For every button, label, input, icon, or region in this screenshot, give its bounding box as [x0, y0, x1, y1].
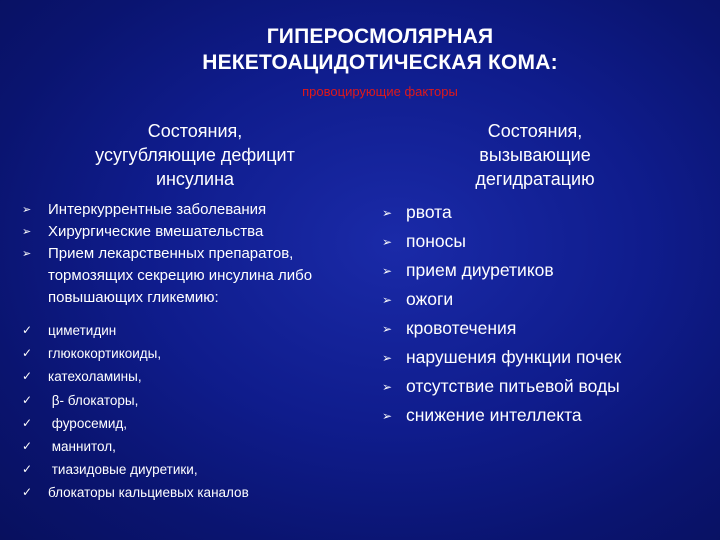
left-arrow-list: [20, 199, 350, 309]
list-item-text: нарушения функции почек: [406, 347, 622, 367]
list-item-text: катехоламины,: [48, 369, 142, 385]
arrow-bullet-icon: ➢: [382, 293, 393, 307]
right-heading-line-1: Состояния,: [487, 121, 583, 141]
list-item: [20, 221, 350, 243]
check-bullet-icon: ✓: [22, 369, 33, 384]
list-item-text: рвота: [406, 202, 452, 222]
list-item-text: β- блокаторы,: [48, 392, 139, 408]
list-item-text: фуросемид,: [48, 415, 128, 431]
slide-title: [150, 24, 610, 76]
arrow-bullet-icon: ➢: [382, 380, 393, 394]
list-item-text: отсутствие питьевой воды: [406, 376, 620, 396]
arrow-bullet-icon: ➢: [382, 351, 393, 365]
list-item-text: маннитол,: [48, 439, 116, 455]
list-item: [20, 412, 350, 435]
list-item-text: Интеркуррентные заболевания: [48, 201, 267, 218]
arrow-bullet-icon: ➢: [382, 206, 393, 220]
list-item-text: Хирургические вмешательства: [48, 223, 264, 240]
list-item-text: тиазидовые диуретики,: [48, 462, 198, 478]
list-item: [382, 285, 702, 314]
check-bullet-icon: ✓: [22, 323, 33, 337]
list-item-text: ожоги: [406, 289, 454, 309]
check-bullet-icon: ✓: [22, 415, 33, 430]
right-column-heading: [420, 119, 650, 191]
list-item: [20, 319, 350, 342]
title-line-1: ГИПЕРОСМОЛЯРНАЯ: [266, 25, 494, 48]
title-line-2: НЕКЕТОАЦИДОТИЧЕСКАЯ КОМА:: [202, 51, 558, 74]
left-check-list: [20, 319, 350, 505]
list-item: [382, 256, 702, 285]
list-item: [382, 343, 702, 372]
check-bullet-icon: ✓: [22, 439, 33, 454]
list-item: [382, 227, 702, 256]
list-item-text: снижение интеллекта: [406, 405, 582, 425]
list-item: [382, 198, 702, 227]
right-heading-line-3: дегидратацию: [475, 169, 595, 189]
list-item: [20, 481, 350, 504]
arrow-bullet-icon: ➢: [382, 264, 393, 278]
list-item: [382, 314, 702, 343]
list-item: [382, 372, 702, 401]
list-item-text: поносы: [406, 231, 466, 251]
check-bullet-icon: ✓: [22, 392, 33, 407]
check-bullet-icon: ✓: [22, 485, 33, 500]
right-arrow-list: [382, 198, 702, 430]
list-item: [20, 199, 350, 221]
list-item: [382, 401, 702, 430]
list-item-text: циметидин: [48, 323, 117, 338]
list-item-text: глюкокортикоиды,: [48, 346, 162, 362]
check-bullet-icon: ✓: [22, 462, 33, 477]
arrow-bullet-icon: ➢: [22, 204, 32, 216]
slide-subtitle: провоцирующие факторы: [302, 84, 458, 99]
arrow-bullet-icon: ➢: [22, 248, 32, 260]
list-item: [20, 365, 350, 388]
left-heading-line-1: Состояния,: [147, 121, 243, 141]
left-heading-line-3: инсулина: [155, 169, 235, 189]
arrow-bullet-icon: ➢: [22, 226, 32, 238]
right-heading-line-2: вызывающие: [479, 145, 591, 165]
left-column-heading: [60, 119, 330, 191]
check-bullet-icon: ✓: [22, 346, 33, 361]
list-item-text: Прием лекарственных препаратов, тормозящих секрецию инсулина либо повышающих гликемию:: [48, 245, 313, 306]
list-item-text: кровотечения: [406, 318, 517, 338]
arrow-bullet-icon: ➢: [382, 235, 393, 249]
list-item: [20, 243, 350, 309]
arrow-bullet-icon: ➢: [382, 409, 393, 423]
list-item: [20, 435, 350, 458]
list-item: [20, 458, 350, 481]
list-item-text: блокаторы кальциевых каналов: [48, 485, 249, 501]
list-item: [20, 389, 350, 412]
arrow-bullet-icon: ➢: [382, 322, 393, 336]
left-heading-line-2: усугубляющие дефицит: [95, 145, 295, 165]
list-item-text: прием диуретиков: [406, 260, 554, 280]
list-item: [20, 342, 350, 365]
